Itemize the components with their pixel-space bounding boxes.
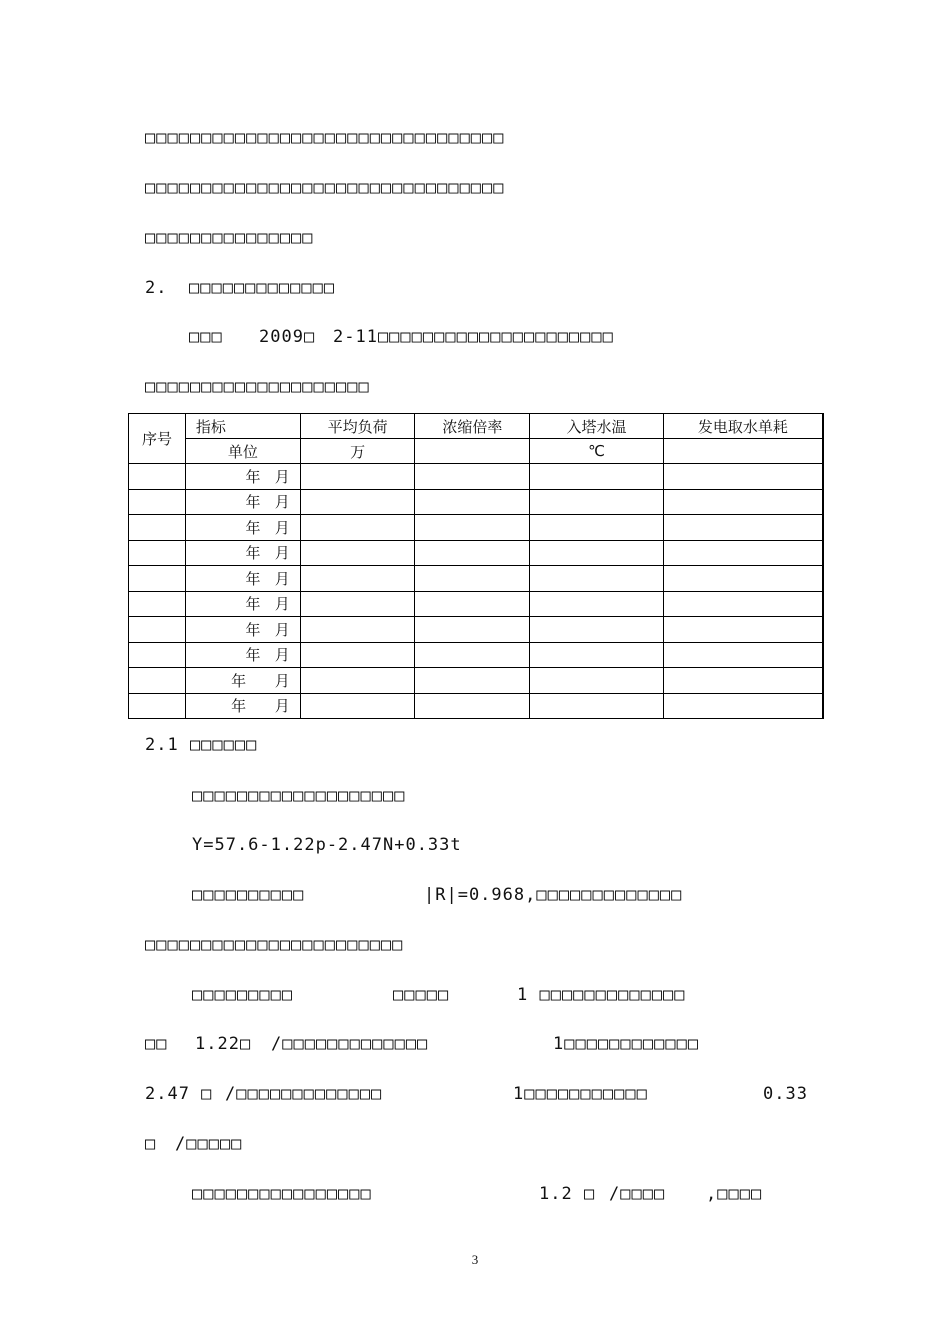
table-header-row <box>129 414 824 439</box>
text-segment: □□□□□□□□□□□□□□□□□□□ <box>192 786 406 806</box>
text-segment: 2.1 □□□□□□ <box>145 735 258 755</box>
row-month-cell: 年 月 <box>185 540 300 566</box>
text-segment: 2009□ <box>259 327 316 347</box>
row-value-cell <box>415 540 530 566</box>
row-seq-cell <box>129 591 186 617</box>
text-segment: □□ <box>145 1034 168 1054</box>
text-segment: 0.33 <box>763 1084 808 1104</box>
table-row <box>129 540 824 566</box>
table-row <box>129 489 824 515</box>
row-seq-cell <box>129 540 186 566</box>
row-value-cell <box>530 464 664 490</box>
row-month-cell: 年 月 <box>185 617 300 643</box>
text-segment: □□□□□□□□□□□□□□□□□□□□□□□□□□□□□□□□ <box>145 178 505 198</box>
text-segment: □□□□□□□□□□□□□ <box>189 278 336 298</box>
text-segment: 1□□□□□□□□□□□□ <box>553 1034 700 1054</box>
row-month-cell: 年 月 <box>185 668 300 694</box>
text-segment: /□□□□ <box>609 1184 666 1204</box>
row-month-cell: 年 月 <box>185 642 300 668</box>
page-number: 3 <box>471 1252 479 1267</box>
table-row <box>129 566 824 592</box>
row-value-cell <box>300 489 415 515</box>
table-unit-row <box>129 439 824 464</box>
text-segment: 1 □□□□□□□□□□□□□ <box>517 985 686 1005</box>
row-value-cell <box>415 693 530 719</box>
row-value-cell <box>300 591 415 617</box>
row-value-cell <box>663 668 823 694</box>
row-month-cell: 年 月 <box>185 489 300 515</box>
text-segment: /□□□□□□□□□□□□□ <box>225 1084 383 1104</box>
text-segment: □□□ <box>189 327 223 347</box>
row-value-cell <box>415 489 530 515</box>
row-value-cell <box>415 464 530 490</box>
text-segment: □ <box>145 1134 157 1154</box>
row-value-cell <box>415 642 530 668</box>
table-body <box>129 464 824 719</box>
text-segment: □□□□□□□□□□□□□□□□□□□□ <box>145 377 370 397</box>
row-seq-cell <box>129 515 186 541</box>
header-col-0: 平均负荷 <box>300 414 415 439</box>
table-row <box>129 642 824 668</box>
unit-col-0: 万 <box>300 439 415 464</box>
row-value-cell <box>530 693 664 719</box>
row-value-cell <box>415 591 530 617</box>
row-month-cell: 年 月 <box>185 693 300 719</box>
table-row <box>129 515 824 541</box>
row-value-cell <box>300 464 415 490</box>
row-value-cell <box>530 591 664 617</box>
header-seq: 序号 <box>129 414 186 464</box>
row-value-cell <box>530 489 664 515</box>
unit-col-1 <box>415 439 530 464</box>
row-seq-cell <box>129 464 186 490</box>
row-value-cell <box>663 591 823 617</box>
row-value-cell <box>663 489 823 515</box>
header-col-1: 浓缩倍率 <box>415 414 530 439</box>
table-row <box>129 668 824 694</box>
table-row <box>129 464 824 490</box>
text-segment: □□□□□ <box>393 985 450 1005</box>
row-value-cell <box>663 464 823 490</box>
text-segment: /□□□□□□□□□□□□□ <box>271 1034 429 1054</box>
table-row <box>129 591 824 617</box>
text-segment: 1□□□□□□□□□□□ <box>513 1084 648 1104</box>
row-month-cell: 年 月 <box>185 566 300 592</box>
row-seq-cell <box>129 693 186 719</box>
row-seq-cell <box>129 566 186 592</box>
row-value-cell <box>663 693 823 719</box>
text-segment: Y=57.6-1.22p-2.47N+0.33t <box>192 835 462 855</box>
row-seq-cell <box>129 642 186 668</box>
row-value-cell <box>415 515 530 541</box>
row-value-cell <box>663 617 823 643</box>
row-seq-cell <box>129 668 186 694</box>
row-value-cell <box>300 668 415 694</box>
header-indicator: 指标 <box>185 414 300 439</box>
header-unit-label: 单位 <box>185 439 300 464</box>
text-segment: 1.22□ <box>195 1034 252 1054</box>
text-segment: □□□□□□□□□□□□□□□□□□□□□□□ <box>145 935 404 955</box>
row-value-cell <box>300 540 415 566</box>
text-segment: ,□□□□ <box>706 1184 763 1204</box>
unit-col-3 <box>663 439 823 464</box>
row-month-cell: 年 月 <box>185 515 300 541</box>
table-row <box>129 693 824 719</box>
text-segment: /□□□□□ <box>175 1134 243 1154</box>
row-month-cell: 年 月 <box>185 591 300 617</box>
row-value-cell <box>663 540 823 566</box>
text-segment: |R|=0.968,□□□□□□□□□□□□□ <box>424 885 683 905</box>
row-value-cell <box>663 566 823 592</box>
text-segment: 2. <box>145 278 168 298</box>
text-segment: □□□□□□□□□□ <box>192 885 305 905</box>
row-value-cell <box>300 693 415 719</box>
text-segment: 2.47 □ <box>145 1084 213 1104</box>
row-value-cell <box>530 617 664 643</box>
row-value-cell <box>530 515 664 541</box>
row-value-cell <box>415 617 530 643</box>
data-table <box>128 413 824 719</box>
row-value-cell <box>663 642 823 668</box>
row-seq-cell <box>129 617 186 643</box>
text-segment: □□□□□□□□□ <box>192 985 294 1005</box>
table-row <box>129 617 824 643</box>
row-value-cell <box>300 617 415 643</box>
row-value-cell <box>530 668 664 694</box>
row-seq-cell <box>129 489 186 515</box>
text-segment: □□□□□□□□□□□□□□□□ <box>192 1184 372 1204</box>
row-value-cell <box>530 642 664 668</box>
row-value-cell <box>530 540 664 566</box>
text-segment: 2-11□□□□□□□□□□□□□□□□□□□□□ <box>333 327 614 347</box>
row-month-cell: 年 月 <box>185 464 300 490</box>
row-value-cell <box>415 668 530 694</box>
row-value-cell <box>415 566 530 592</box>
row-value-cell <box>663 515 823 541</box>
row-value-cell <box>300 566 415 592</box>
header-col-2: 入塔水温 <box>530 414 664 439</box>
row-value-cell <box>530 566 664 592</box>
unit-col-2: ℃ <box>530 439 664 464</box>
text-segment: □□□□□□□□□□□□□□□□□□□□□□□□□□□□□□□□ <box>145 128 505 148</box>
header-col-3: 发电取水单耗 <box>663 414 823 439</box>
row-value-cell <box>300 515 415 541</box>
text-segment: □□□□□□□□□□□□□□□ <box>145 228 314 248</box>
text-segment: 1.2 □ <box>539 1184 596 1204</box>
row-value-cell <box>300 642 415 668</box>
